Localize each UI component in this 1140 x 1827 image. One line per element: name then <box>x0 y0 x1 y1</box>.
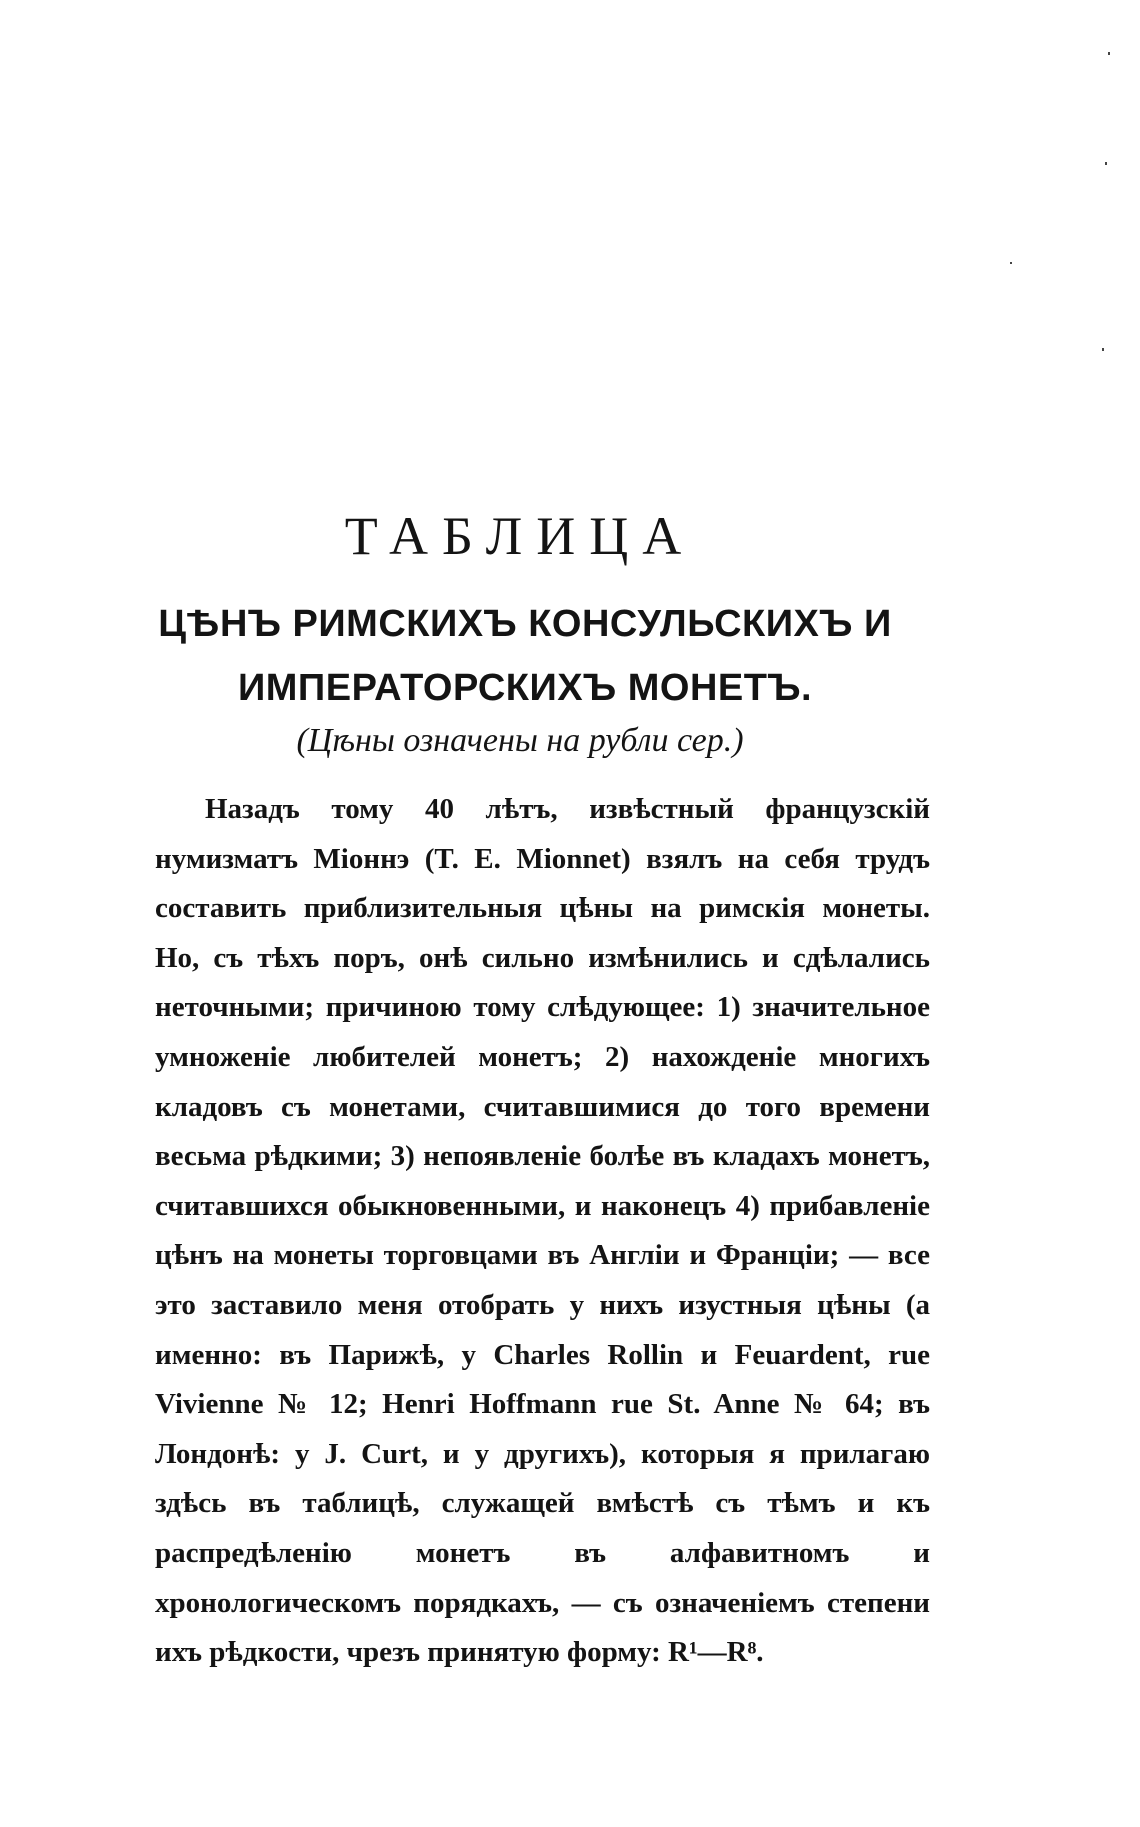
scan-speck <box>1010 262 1012 264</box>
scan-speck <box>1108 52 1110 55</box>
price-note: (Цѣны означены на рубли сер.) <box>296 722 744 759</box>
scan-speck <box>1105 162 1107 165</box>
page-title: ТАБЛИЦА <box>344 506 696 566</box>
body-paragraph: Назадъ тому 40 лѣтъ, извѣстный французскій нумизматъ Міоннэ (T. E. Mionnet) взялъ на себя трудъ составить приблизительныя цѣны на римскія монеты. Но, съ тѣхъ поръ, онѣ сильно измѣнились и сдѣлались неточными; причиною тому слѣдующее: 1) значительное умноженіе любителей монетъ; 2) нахожденіе многихъ кладовъ съ монетами, считавшимися до того времени весьма рѣдкими; 3) непоявленіе болѣе въ кладахъ монетъ, считавшихся обыкновенными, и наконецъ 4) прибавленіе цѣнъ на монеты торговцами въ Англіи и Франціи; — все это заставило меня отобрать у нихъ изустныя цѣны (а именно: въ Парижѣ, у Charles Rollin и Feuardent, rue Vivienne № 12; Henri Hoffmann rue St. Anne № 64; въ Лондонѣ: у J. Curt, и у другихъ), которыя я прилагаю здѣсь въ таблицѣ, служащей вмѣстѣ съ тѣмъ и къ распредѣленію монетъ въ алфавитномъ и хронологическомъ порядкахъ, — съ означеніемъ степени ихъ рѣдкости, чрезъ принятую форму: R¹—R⁸. <box>155 793 930 1669</box>
scan-speck <box>1102 348 1104 351</box>
page-subtitle: ЦѢНЪ РИМСКИХЪ КОНСУЛЬСКИХЪ И ИМПЕРАТОРСКИХЪ МОНЕТЪ. <box>158 603 892 709</box>
